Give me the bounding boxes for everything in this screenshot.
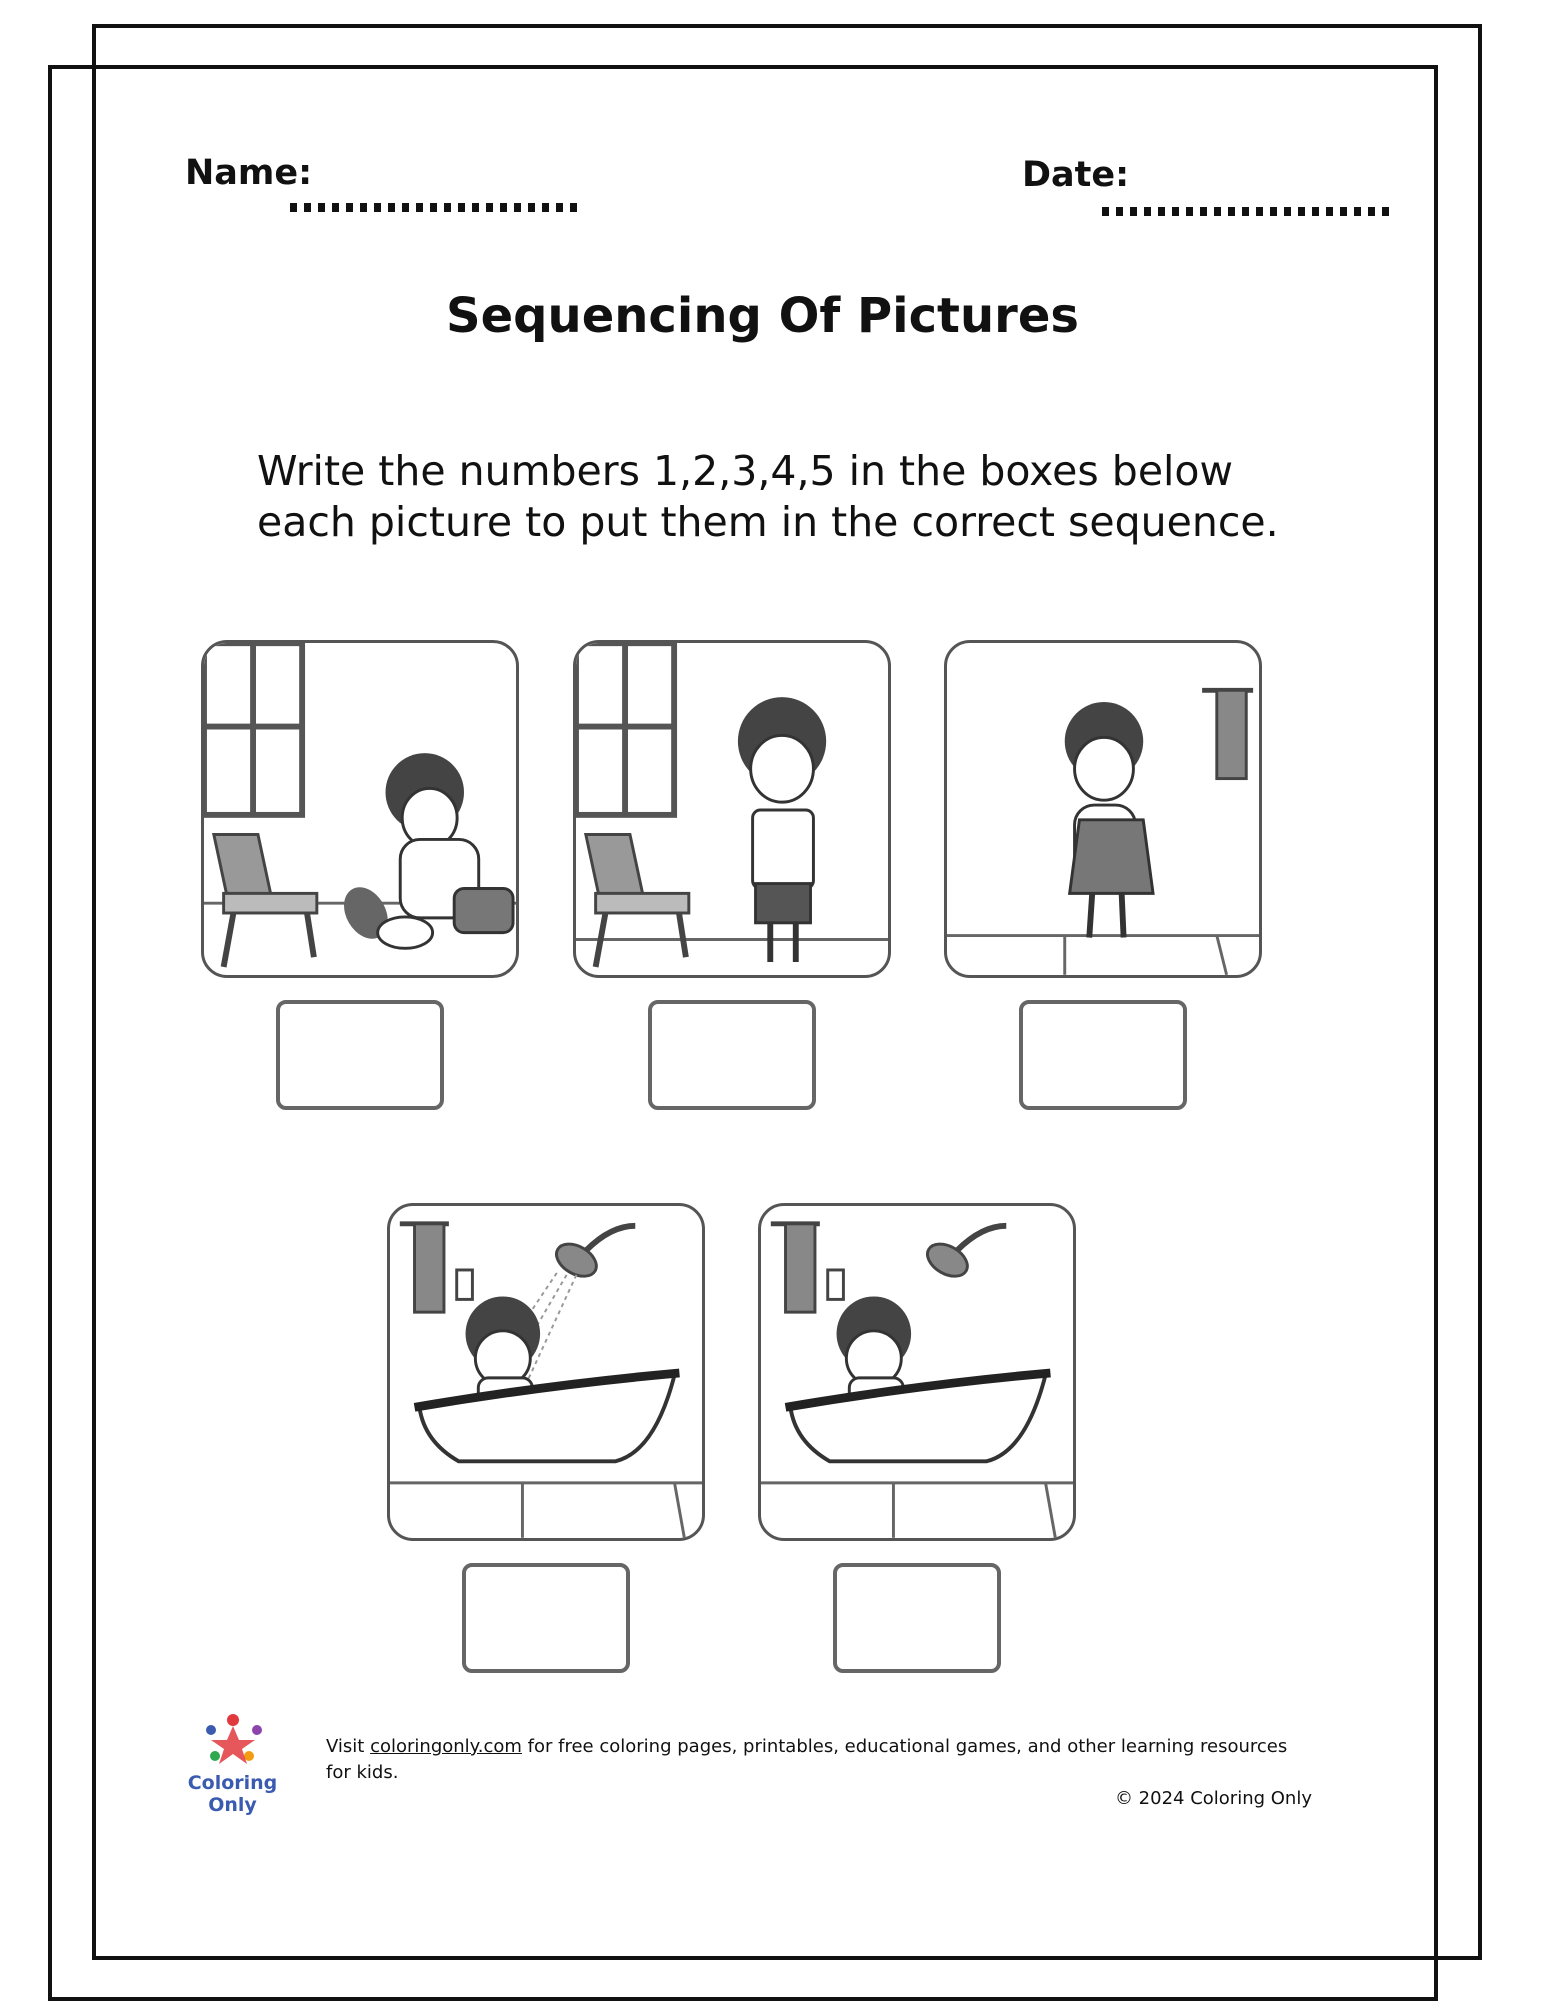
- boy-sitting-in-tub-illustration: [761, 1206, 1073, 1538]
- star-people-icon: [193, 1712, 273, 1768]
- coloringonly-link[interactable]: coloringonly.com: [370, 1736, 522, 1757]
- answer-box-4[interactable]: [462, 1563, 630, 1673]
- boy-drying-with-towel-illustration: [947, 643, 1259, 975]
- footer-description: for free coloring pages, printables, educational games, and other learning resources for kids.: [326, 1736, 1288, 1783]
- boy-buttoning-shirt-illustration: [576, 643, 888, 975]
- boy-showering-in-tub-illustration: [390, 1206, 702, 1538]
- name-field[interactable]: [290, 203, 580, 212]
- name-label: Name:: [185, 153, 313, 193]
- answer-box-5[interactable]: [833, 1563, 1001, 1673]
- boy-tying-shoes-illustration: [204, 643, 516, 975]
- answer-box-3[interactable]: [1019, 1000, 1187, 1110]
- coloring-only-logo[interactable]: [170, 1712, 295, 1816]
- picture-4-showering-in-tub: [387, 1203, 705, 1541]
- date-field[interactable]: [1102, 207, 1392, 216]
- instruction-text: Write the numbers 1,2,3,4,5 in the boxes below each picture to put them in the correct sequence.: [257, 447, 1279, 546]
- footer-visit-line: [300, 1734, 1312, 1786]
- footer: [300, 1734, 1312, 1812]
- footer-visit-text: Visit: [326, 1736, 365, 1757]
- answer-box-2[interactable]: [648, 1000, 816, 1110]
- date-label: Date:: [1022, 155, 1130, 195]
- answer-box-1[interactable]: [276, 1000, 444, 1110]
- logo-text: Coloring Only: [187, 1772, 278, 1816]
- page-title: Sequencing Of Pictures: [446, 288, 1079, 344]
- picture-3-drying-with-towel: [944, 640, 1262, 978]
- picture-1-tying-shoes: [201, 640, 519, 978]
- footer-copyright: © 2024 Coloring Only: [1114, 1788, 1312, 1809]
- picture-2-buttoning-shirt: [573, 640, 891, 978]
- picture-5-sitting-in-tub: [758, 1203, 1076, 1541]
